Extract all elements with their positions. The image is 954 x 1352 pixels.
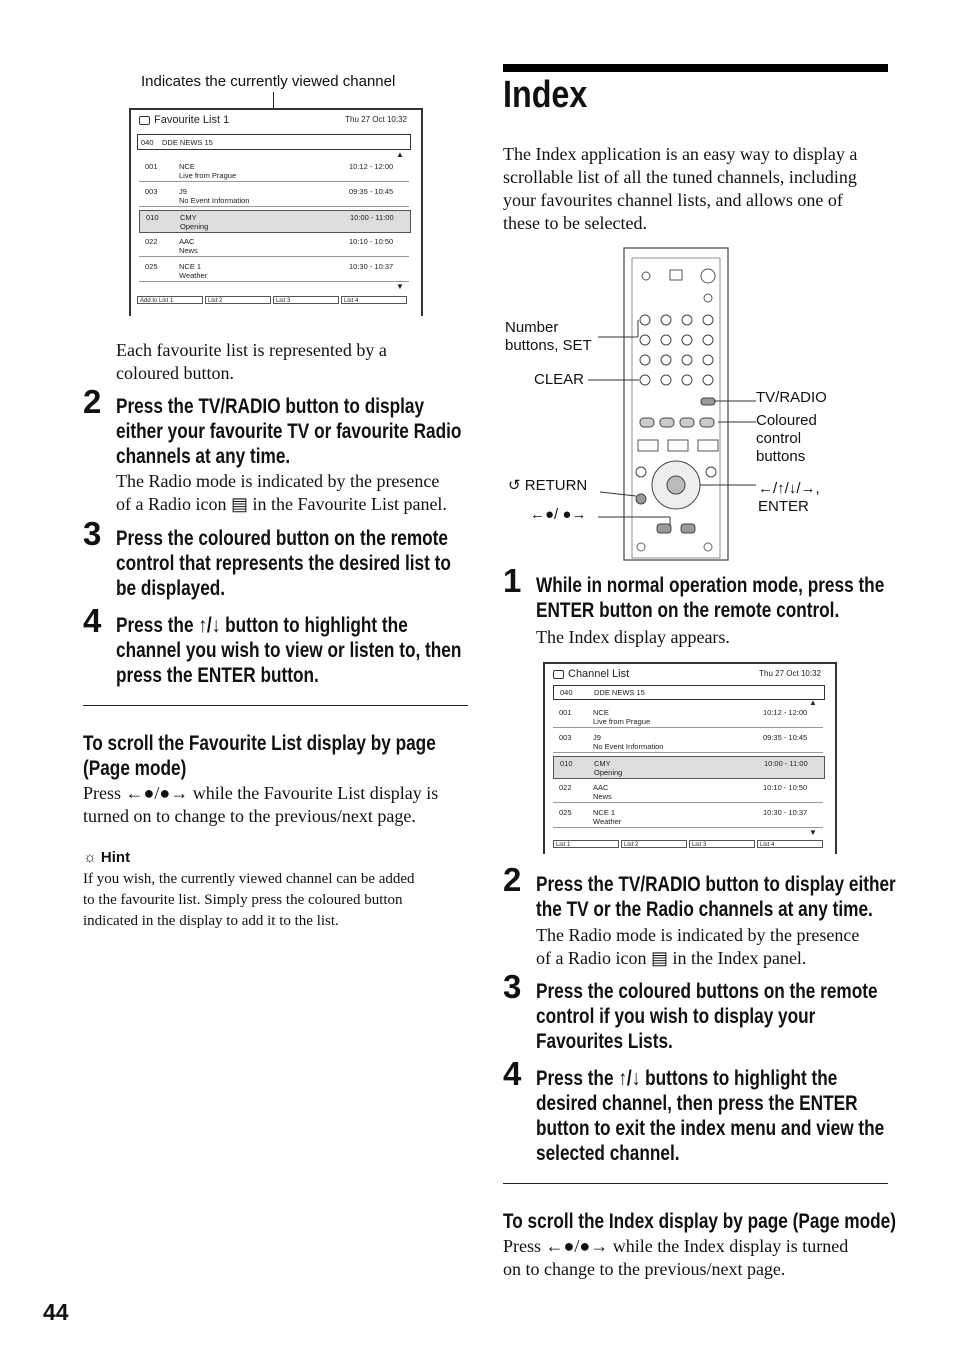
r-step-3-heading: Press the coloured buttons on the remote control if you wish to display your Favourites Lists. — [536, 980, 878, 1053]
channel-number: 022 — [145, 237, 158, 246]
channel-name: NCE — [179, 162, 195, 171]
r-step-2-heading: Press the TV/RADIO button to display either the TV or the Radio channels at any time. — [536, 873, 896, 921]
channel-number: 022 — [559, 783, 572, 792]
channel-name: NCE — [593, 708, 609, 717]
hint-body: If you wish, the currently viewed channel can be added to the favourite list. Simply press the coloured button indicated in the display to add it to the list. — [83, 871, 415, 929]
tab-list-3[interactable]: List 3 — [273, 296, 339, 304]
channel-name: NCE 1 — [179, 262, 202, 271]
event-name: Weather — [179, 271, 208, 280]
table-row[interactable] — [553, 781, 823, 803]
tab-list-2[interactable]: List 2 — [205, 296, 271, 304]
scroll-up-icon: ▲ — [809, 698, 817, 707]
page-heading: Index — [503, 74, 588, 116]
scroll-fav-heading: To scroll the Favourite List display by page (Page mode) — [83, 732, 436, 780]
label-clear: CLEAR — [534, 371, 585, 388]
tab-list-4[interactable]: List 4 — [341, 296, 407, 304]
current-num: 040 — [560, 688, 573, 697]
tab-list-1[interactable]: List 1 — [553, 840, 619, 848]
channel-name: AAC — [179, 237, 195, 246]
event-time: 09:35 - 10:45 — [763, 733, 808, 742]
screen-date: Thu 27 Oct 10:32 — [345, 115, 407, 124]
screen-title: Channel List — [553, 668, 629, 680]
divider — [83, 705, 468, 706]
label-page-buttons: ←●/ ●→ — [530, 506, 587, 523]
table-row[interactable] — [553, 731, 823, 753]
current-name: DDE NEWS 15 — [594, 688, 645, 697]
list-tabs — [553, 840, 823, 848]
r-step-2-number: 2 — [503, 861, 522, 898]
event-name: Live from Prague — [179, 171, 237, 180]
table-row[interactable] — [139, 260, 409, 282]
r-step-1-body: The Index display appears. — [536, 627, 730, 647]
current-num: 040 — [141, 138, 154, 147]
table-row[interactable] — [139, 210, 411, 233]
channel-number: 001 — [559, 708, 572, 717]
channel-name: J9 — [179, 187, 187, 196]
list-tabs — [137, 296, 407, 304]
event-time: 10:12 - 12:00 — [763, 708, 808, 717]
scroll-index-heading: To scroll the Index display by page (Page mode) — [503, 1210, 896, 1233]
channel-number: 025 — [559, 808, 572, 817]
scroll-up-icon: ▲ — [396, 150, 404, 159]
event-time: 10:12 - 12:00 — [349, 162, 394, 171]
event-time: 10:10 - 10:50 — [763, 783, 808, 792]
callout-text: Indicates the currently viewed channel — [141, 73, 396, 90]
page-number: 44 — [43, 1299, 69, 1325]
event-name: Weather — [593, 817, 622, 826]
channel-number: 003 — [559, 733, 572, 742]
r-step-4-number: 4 — [503, 1055, 522, 1092]
event-time: 10:30 - 10:37 — [763, 808, 808, 817]
step-4-heading: Press the ↑/↓ button to highlight the channel you wish to view or listen to, then press the ENTER button. — [116, 614, 462, 687]
table-row[interactable] — [139, 185, 409, 207]
scroll-down-icon: ▼ — [809, 828, 817, 837]
event-time: 09:35 - 10:45 — [349, 187, 394, 196]
event-name: News — [593, 792, 612, 801]
step-2-number: 2 — [83, 383, 102, 420]
label-arrows-enter: ←/↑/↓/→, ENTER — [758, 480, 820, 515]
event-name: Live from Prague — [593, 717, 651, 726]
r-step-4-heading: Press the ↑/↓ buttons to highlight the desired channel, then press the ENTER button to exit the index menu and view the selected channel. — [536, 1067, 885, 1165]
fav-caption: Each favourite list is represented by a coloured button. — [116, 340, 387, 383]
label-coloured-buttons: Coloured control buttons — [756, 412, 817, 465]
event-time: 10:00 - 11:00 — [350, 213, 394, 222]
event-name: Opening — [180, 222, 209, 231]
event-name: No Event Information — [593, 742, 664, 751]
lightbulb-icon: ☼ — [83, 849, 97, 866]
r-step-2-body: The Radio mode is indicated by the presence of a Radio icon ▤ in the Index panel. — [536, 925, 860, 968]
scroll-down-icon: ▼ — [396, 282, 404, 291]
channel-name: J9 — [593, 733, 601, 742]
channel-number: 001 — [145, 162, 158, 171]
label-number-buttons: Number buttons, SET — [505, 319, 592, 354]
channel-name: NCE 1 — [593, 808, 616, 817]
screen-date: Thu 27 Oct 10:32 — [759, 669, 821, 678]
tab-add-to-list-1[interactable]: Add to List 1 — [137, 296, 203, 304]
scroll-index-body: Press ←●/●→ while the Index display is turned on to change to the previous/next page. — [503, 1236, 849, 1279]
intro-text: The Index application is an easy way to display a scrollable list of all the tuned channels, including your favourites channel lists, and allows one of these to be selected. — [503, 144, 858, 233]
event-time: 10:10 - 10:50 — [349, 237, 394, 246]
step-2-heading: Press the TV/RADIO button to display either your favourite TV or favourite Radio channels at any time. — [116, 395, 462, 468]
event-time: 10:30 - 10:37 — [349, 262, 394, 271]
tab-list-2[interactable]: List 2 — [621, 840, 687, 848]
screen-title: Favourite List 1 — [139, 114, 229, 126]
current-name: DDE NEWS 15 — [162, 138, 213, 147]
divider — [503, 1183, 888, 1184]
tab-list-3[interactable]: List 3 — [689, 840, 755, 848]
scroll-fav-body: Press ←●/●→ while the Favourite List display is turned on to change to the previous/next page. — [83, 783, 439, 826]
tab-list-4[interactable]: List 4 — [757, 840, 823, 848]
channel-number: 025 — [145, 262, 158, 271]
label-tvradio: TV/RADIO — [756, 389, 827, 406]
table-row[interactable] — [139, 160, 409, 182]
r-step-3-number: 3 — [503, 968, 522, 1005]
table-row[interactable] — [139, 235, 409, 257]
event-name: Opening — [594, 768, 623, 777]
heading-bar — [503, 64, 888, 72]
tv-icon — [139, 116, 150, 125]
channel-name: CMY — [594, 759, 611, 768]
tv-icon — [553, 670, 564, 679]
event-time: 10:00 - 11:00 — [764, 759, 808, 768]
current-channel-box — [137, 134, 411, 150]
event-name: No Event Information — [179, 196, 250, 205]
channel-list-screen — [543, 662, 837, 854]
table-row[interactable] — [553, 806, 823, 828]
favourite-list-screen — [129, 108, 423, 316]
step-3-number: 3 — [83, 515, 102, 552]
current-channel-box — [553, 685, 825, 700]
label-return: ↺ RETURN — [508, 477, 588, 494]
channel-name: CMY — [180, 213, 197, 222]
channel-number: 003 — [145, 187, 158, 196]
channel-number: 010 — [146, 213, 159, 222]
hint-label: ☼ Hint — [83, 849, 131, 866]
table-row[interactable] — [553, 706, 823, 728]
channel-number: 010 — [560, 759, 573, 768]
step-4-number: 4 — [83, 602, 102, 639]
event-name: News — [179, 246, 198, 255]
step-2-body: The Radio mode is indicated by the presence of a Radio icon ▤ in the Favourite List panel. — [116, 471, 447, 514]
step-3-heading: Press the coloured button on the remote control that represents the desired list to be displayed. — [116, 527, 451, 600]
table-row[interactable] — [553, 756, 825, 779]
r-step-1-heading: While in normal operation mode, press the ENTER button on the remote control. — [536, 574, 885, 622]
r-step-1-number: 1 — [503, 562, 522, 599]
channel-name: AAC — [593, 783, 609, 792]
